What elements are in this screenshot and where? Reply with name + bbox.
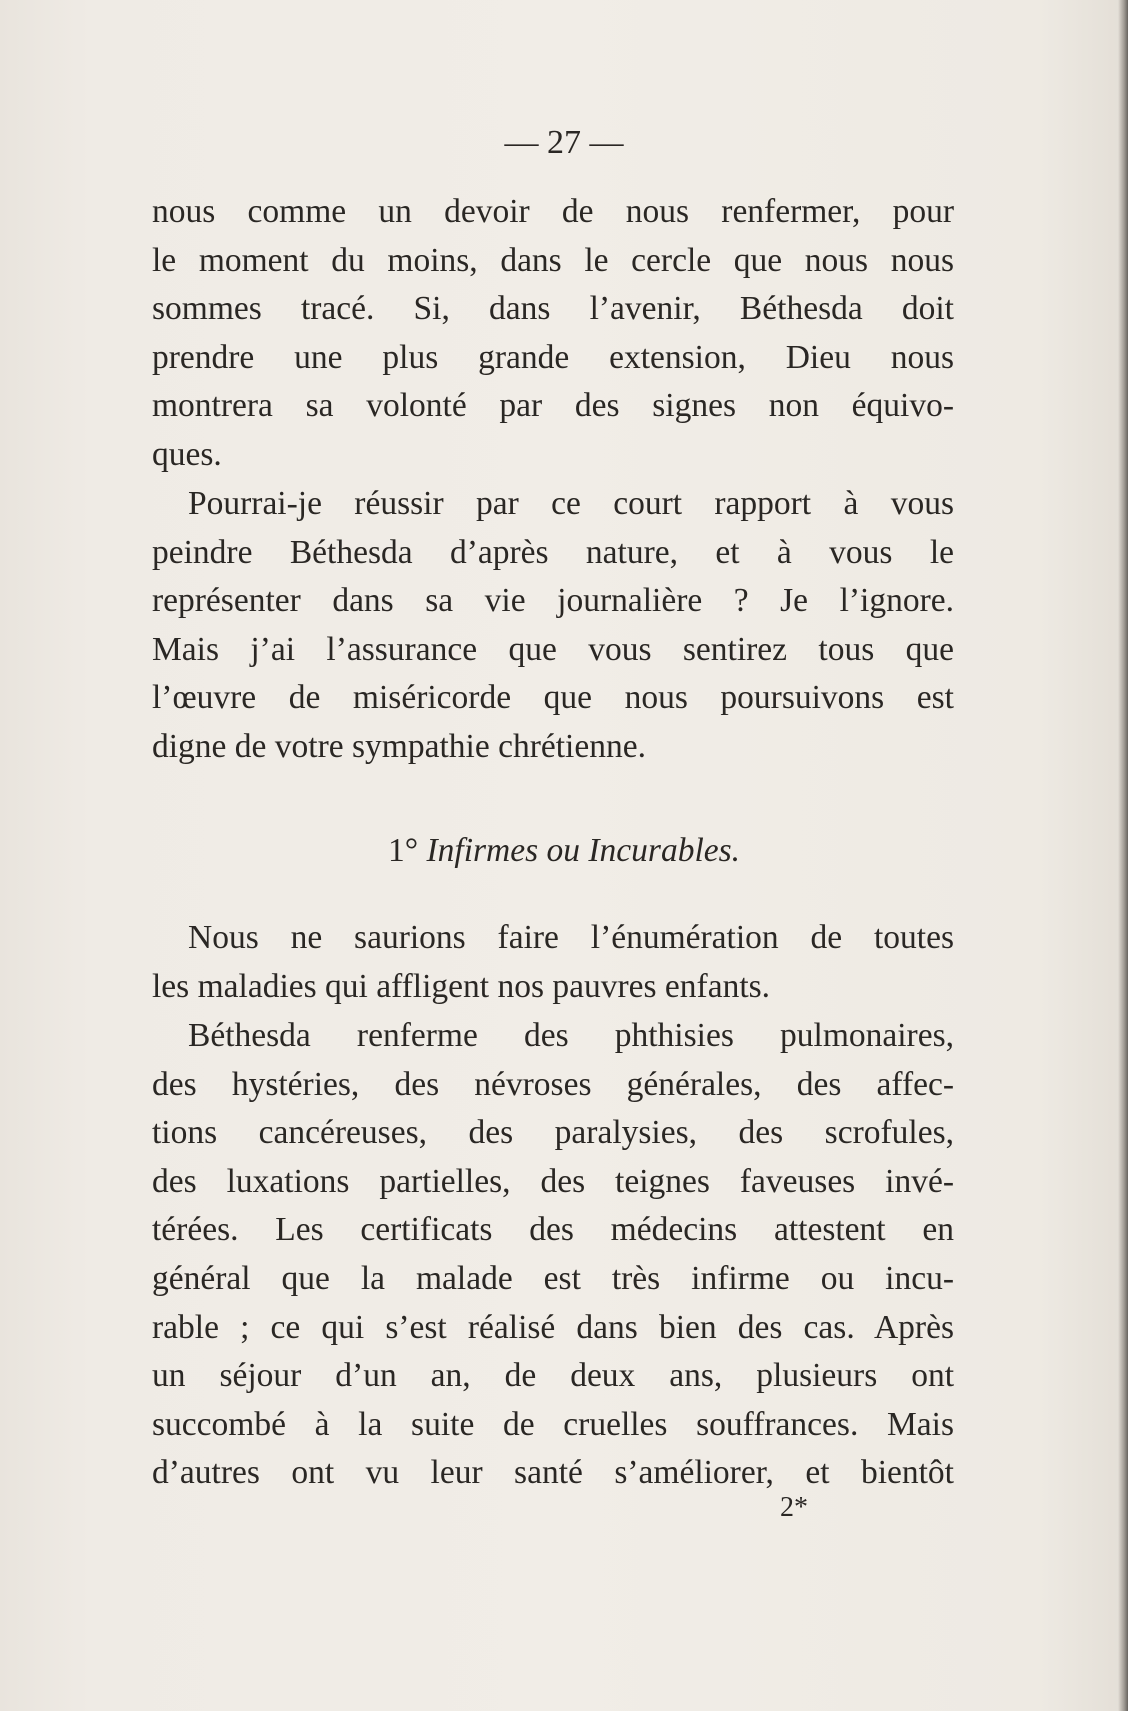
text-line: Pourrai-je réussir par ce court rapport à vous <box>188 485 954 522</box>
paragraph-1 <box>152 188 954 480</box>
paragraph-2 <box>152 480 954 772</box>
text-line: peindre Béthesda d’après nature, et à vous le <box>152 533 954 571</box>
text-line: Béthesda renferme des phthisies pulmonaires, <box>188 1017 954 1054</box>
signature-mark: 2* <box>780 1492 808 1523</box>
text-line: représenter dans sa vie journalière ? Je l’ignore. <box>152 582 954 620</box>
section-number: 1° <box>387 832 419 869</box>
paragraph-3 <box>152 914 954 1011</box>
text-line: montrera sa volonté par des signes non équivo- <box>152 387 954 425</box>
text-line: tions cancéreuses, des paralysies, des scrofules, <box>152 1114 954 1152</box>
page-number: — 27 — <box>504 124 624 161</box>
text-line: Nous ne saurions faire l’énumération de toutes <box>188 919 954 956</box>
text-line: des hystéries, des névroses générales, des affec- <box>152 1065 954 1103</box>
text-line: succombé à la suite de cruelles souffrances. Mais <box>152 1405 954 1443</box>
text-line: les maladies qui affligent nos pauvres enfants. <box>152 967 771 1005</box>
text-line: prendre une plus grande extension, Dieu nous <box>152 338 954 376</box>
text-line: ques. <box>152 435 222 473</box>
paragraph-4 <box>152 1012 954 1498</box>
section-title: Infirmes ou Incurables. <box>426 832 741 869</box>
text-line: digne de votre sympathie chrétienne. <box>152 727 646 765</box>
text-line: d’autres ont vu leur santé s’améliorer, et bientôt <box>152 1454 954 1492</box>
text-line: rable ; ce qui s’est réalisé dans bien des cas. Après <box>152 1308 954 1346</box>
text-line: des luxations partielles, des teignes faveuses invé- <box>152 1162 954 1200</box>
text-line: un séjour d’un an, de deux ans, plusieurs ont <box>152 1357 954 1395</box>
text-line: général que la malade est très infirme ou incu- <box>152 1259 954 1297</box>
text-line: térées. Les certificats des médecins attestent en <box>152 1211 954 1249</box>
text-line: nous comme un devoir de nous renfermer, pour <box>152 193 954 230</box>
section-heading <box>0 832 1128 870</box>
text-line: Mais j’ai l’assurance que vous sentirez tous que <box>152 630 954 668</box>
text-line: sommes tracé. Si, dans l’avenir, Béthesda doit <box>152 290 954 328</box>
text-line: l’œuvre de miséricorde que nous poursuivons est <box>152 679 954 717</box>
text-line: le moment du moins, dans le cercle que nous nous <box>152 241 954 279</box>
